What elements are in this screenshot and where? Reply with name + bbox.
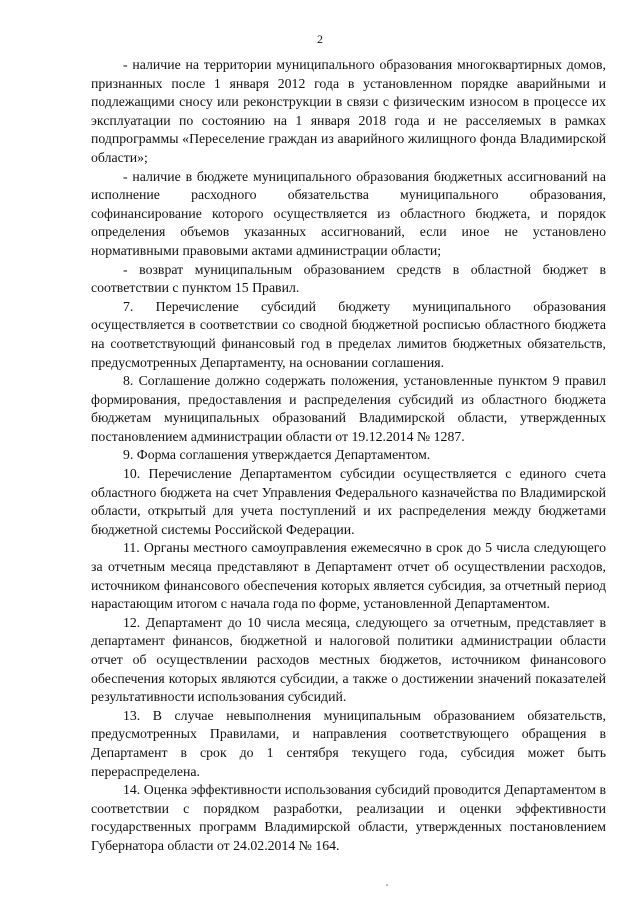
- paragraph-item-9: 9. Форма соглашения утверждается Департаментом.: [123, 447, 431, 463]
- paragraph-item-7: 7. Перечисление субсидий бюджету муниципального образования осуществляется в соответствии со сводной бюджетной росписью областного бюджета на соответствующий финансовый год в пределах лимитов бюджетных обязательств, предусмотренных Департаменту, на основании соглашения.: [91, 298, 606, 370]
- paragraph-item-11: 11. Органы местного самоуправления ежемесячно в срок до 5 числа следующего за отчетным месяца представляют в Департамент отчет об осуществлении расходов, источником финансового обеспечения которых является субсидия, за отчетный период нарастающим итогом с начала года по форме, установленной Департаментом.: [91, 540, 606, 612]
- paragraph-bullet-emergency-housing: - наличие на территории муниципального образования многоквартирных домов, признанных после 1 января 2012 года в установленном порядке аварийными и подлежащими сносу или реконструкции в связи с физическим износом в процессе их эксплуатации по состоянию на 1 января 2018 года и не расселяемых в рамках подпрограммы «Переселение граждан из аварийного жилищного фонда Владимирской области»;: [91, 57, 606, 165]
- paragraph-item-8: 8. Соглашение должно содержать положения, установленные пунктом 9 правил формирования, предоставления и распределения субсидий из областного бюджета бюджетам муниципальных образований Владимирской области, утвержденных постановлением администрации области от 19.12.2014 № 1287.: [91, 373, 606, 444]
- paragraph-item-13: 13. В случае невыполнения муниципальным образованием обязательств, предусмотренных Правилами, и направления соответствующего обращения в Департамент в срок до 1 сентября текущего года, субсидия может быть перераспределена.: [91, 707, 606, 779]
- document-body: [91, 56, 606, 856]
- paragraph-item-12: 12. Департамент до 10 числа месяца, следующего за отчетным, представляет в департамент финансов, бюджетной и налоговой политики администрации области отчет об осуществлении расходов местных бюджетов, источником финансового обеспечения которых являются субсидии, а также о достижении значений показателей результативности использования субсидий.: [91, 614, 606, 705]
- paragraph-bullet-budget-allocations: - наличие в бюджете муниципального образования бюджетных ассигнований на исполнение расходного обязательства муниципального образования, софинансирование которого осуществляется из областного бюджета, и порядок определения объемов указанных ассигнований, если иное не установлено нормативными правовыми актами администрации области;: [91, 168, 606, 258]
- page-number: 2: [317, 32, 323, 46]
- paragraph-item-14: 14. Оценка эффективности использования субсидий проводится Департаментом в соответствии с порядком разработки, реализации и оценки эффективности государственных программ Владимирской области, утвержденных постановлением Губернатора области от 24.02.2014 № 164.: [91, 782, 606, 853]
- paragraph-bullet-funds-return: - возврат муниципальным образованием средств в областной бюджет в соответствии с пунктом 15 Правил.: [91, 261, 606, 296]
- scan-speck: [386, 884, 388, 886]
- paragraph-item-10: 10. Перечисление Департаментом субсидии осуществляется с единого счета областного бюджета на счет Управления Федерального казначейства по Владимирской области, открытый для учета поступлений и их распределения между бюджетами бюджетной системы Российской Федерации.: [91, 466, 606, 537]
